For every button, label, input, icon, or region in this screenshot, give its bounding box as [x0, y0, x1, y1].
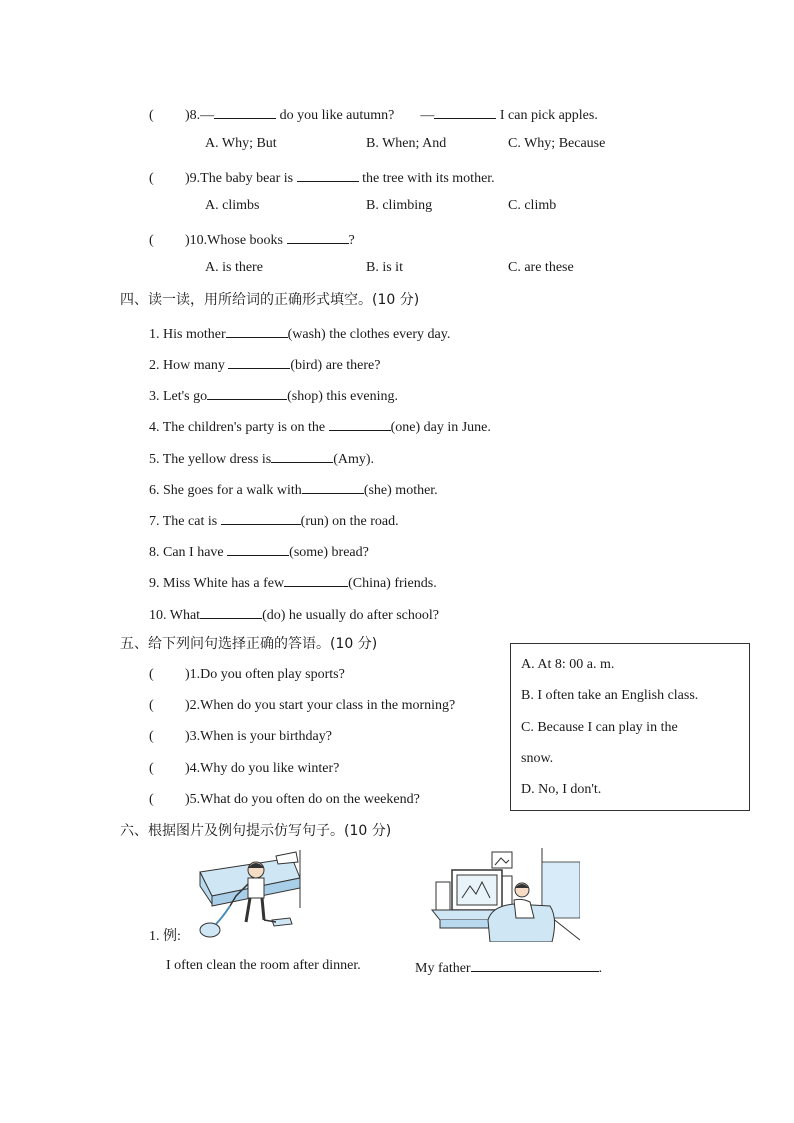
- answer-blank[interactable]: [302, 479, 364, 494]
- answer-blank[interactable]: [221, 510, 301, 525]
- answer-c-continued: snow.: [521, 751, 554, 766]
- fill-item-10: 10. What (do) he usually do after school?: [149, 604, 439, 625]
- answer-blank[interactable]: [214, 104, 276, 119]
- fill-item-7: 7. The cat is (run) on the road.: [149, 510, 399, 531]
- answer-d: D. No, I don't.: [521, 782, 602, 797]
- boy-vacuuming-illustration: [192, 848, 304, 940]
- answer-blank[interactable]: [297, 167, 359, 182]
- option-b: B. climbing: [366, 198, 433, 213]
- father-watching-tv-illustration: [430, 848, 580, 942]
- option-a: A. Why; But: [205, 136, 277, 151]
- answer-blank[interactable]: [207, 385, 287, 400]
- answer-blank[interactable]: [226, 323, 288, 338]
- section-5-heading: 五、给下列问句选择正确的答语。(10 分): [120, 636, 378, 652]
- fill-item-8: 8. Can I have (some) bread?: [149, 541, 369, 562]
- fill-item-6: 6. She goes for a walk with (she) mother.: [149, 479, 438, 500]
- option-a: A. climbs: [205, 198, 260, 213]
- answer-a: A. At 8: 00 a. m.: [521, 657, 615, 672]
- option-b: B. When; And: [366, 136, 447, 151]
- answer-blank[interactable]: [434, 104, 496, 119]
- question-10: ( )10.Whose books ?: [149, 229, 355, 250]
- option-c: C. Why; Because: [508, 136, 606, 151]
- answer-blank[interactable]: [287, 229, 349, 244]
- fill-item-1: 1. His mother (wash) the clothes every day.: [149, 323, 450, 344]
- answer-choices-box: [510, 643, 750, 811]
- fill-item-4: 4. The children's party is on the (one) day in June.: [149, 416, 491, 437]
- section-4-heading: 四、读一读，用所给词的正确形式填空。(10 分): [120, 292, 420, 308]
- answer-blank[interactable]: [329, 416, 391, 431]
- answer-blank[interactable]: [228, 354, 290, 369]
- match-question-4: ( )4.Why do you like winter?: [149, 761, 340, 776]
- option-b: B. is it: [366, 260, 403, 275]
- answer-blank[interactable]: [227, 541, 289, 556]
- match-question-5: ( )5.What do you often do on the weekend?: [149, 792, 420, 807]
- answer-c: C. Because I can play in the: [521, 720, 678, 735]
- answer-b: B. I often take an English class.: [521, 688, 699, 703]
- fill-item-5: 5. The yellow dress is (Amy).: [149, 448, 374, 469]
- answer-blank[interactable]: [471, 957, 599, 972]
- match-question-3: ( )3.When is your birthday?: [149, 729, 332, 744]
- answer-blank[interactable]: [271, 448, 333, 463]
- question-9: ( )9.The baby bear is the tree with its mother.: [149, 167, 495, 188]
- example-label: 1. 例:: [149, 929, 181, 944]
- answer-blank[interactable]: [284, 572, 348, 587]
- option-c: C. climb: [508, 198, 557, 213]
- question-8: ( )8.— do you like autumn? — I can pick apples.: [149, 104, 598, 125]
- fill-item-9: 9. Miss White has a few (China) friends.: [149, 572, 437, 593]
- fill-item-3: 3. Let's go (shop) this evening.: [149, 385, 398, 406]
- answer-blank[interactable]: [200, 604, 262, 619]
- imitation-sentence: My father .: [415, 957, 602, 978]
- fill-item-2: 2. How many (bird) are there?: [149, 354, 381, 375]
- example-sentence: I often clean the room after dinner.: [166, 958, 361, 973]
- section-6-heading: 六、根据图片及例句提示仿写句子。(10 分): [120, 823, 392, 839]
- match-question-1: ( )1.Do you often play sports?: [149, 667, 345, 682]
- option-a: A. is there: [205, 260, 263, 275]
- option-c: C. are these: [508, 260, 574, 275]
- match-question-2: ( )2.When do you start your class in the morning?: [149, 698, 456, 713]
